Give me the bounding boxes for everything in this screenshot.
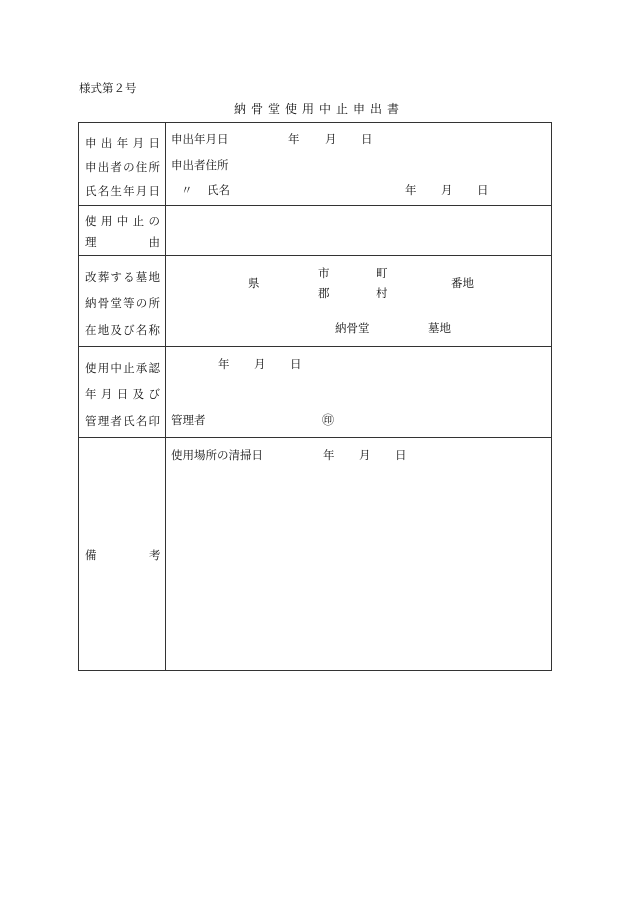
town-field[interactable]: 町: [376, 266, 388, 280]
label-reburial-cemetery: 改葬する墓地: [85, 270, 160, 284]
page-title: 納骨堂使用中止申出書: [233, 102, 404, 116]
applicant-content-cell: [166, 123, 551, 205]
approval-label-cell: [79, 347, 166, 437]
applicant-label-cell: [79, 123, 166, 205]
approval-day-field[interactable]: 日: [290, 357, 302, 371]
city-field[interactable]: 市: [318, 266, 330, 280]
approval-month-field[interactable]: 月: [254, 357, 266, 371]
reason-field[interactable]: [166, 206, 551, 255]
application-year-field[interactable]: 年: [288, 132, 300, 146]
reburial-location-row: [79, 256, 551, 347]
cleaning-day-field[interactable]: 日: [395, 448, 407, 462]
label-applicant-address: 申出者の住所: [85, 160, 160, 174]
label-ossuary-location: 納骨堂等の所: [85, 296, 160, 310]
label-remarks-right: 考: [149, 548, 161, 562]
form-table: [78, 122, 552, 671]
label-approval: 使用中止承認: [85, 361, 160, 375]
applicant-address-field[interactable]: 申出者住所: [171, 158, 229, 172]
applicant-row: [79, 123, 551, 206]
form-number: 様式第２号: [79, 81, 137, 95]
application-month-field[interactable]: 月: [325, 132, 337, 146]
lot-number-field[interactable]: 番地: [451, 276, 474, 290]
remarks-field[interactable]: [166, 438, 551, 670]
label-date-and: 年月日及び: [85, 387, 160, 401]
remarks-label-cell: [79, 438, 166, 670]
reburial-label-cell: [79, 256, 166, 346]
applicant-name-field[interactable]: 氏名: [207, 183, 230, 197]
village-field[interactable]: 村: [376, 286, 388, 300]
birth-year-field[interactable]: 年: [405, 183, 417, 197]
application-day-field[interactable]: 日: [361, 132, 373, 146]
label-name-birthdate: 氏名生年月日: [85, 184, 160, 198]
birth-day-field[interactable]: 日: [477, 183, 489, 197]
prefecture-field[interactable]: 県: [248, 276, 260, 290]
county-field[interactable]: 郡: [318, 286, 330, 300]
application-date-label: 申出年月日: [171, 132, 229, 146]
ossuary-field[interactable]: 納骨堂: [335, 321, 370, 335]
label-remarks-left: 備: [85, 548, 97, 562]
manager-name-field[interactable]: 管理者: [171, 413, 206, 427]
reburial-content-cell: [166, 256, 551, 346]
cleaning-month-field[interactable]: 月: [359, 448, 371, 462]
cleaning-year-field[interactable]: 年: [323, 448, 335, 462]
approval-year-field[interactable]: 年: [218, 357, 230, 371]
approval-content-cell: [166, 347, 551, 437]
approval-row: [79, 347, 551, 438]
label-location-name: 在地及び名称: [85, 323, 160, 337]
cleaning-date-label: 使用場所の清掃日: [171, 448, 263, 462]
cemetery-field[interactable]: 墓地: [428, 321, 451, 335]
seal-mark: ㊞: [322, 413, 335, 427]
remarks-row: [79, 438, 551, 670]
label-manager-seal: 管理者氏名印: [85, 414, 160, 428]
label-application-date: 申出年月日: [85, 136, 160, 150]
label-discontinuation: 使用中止の: [85, 214, 160, 228]
birth-month-field[interactable]: 月: [441, 183, 453, 197]
reason-label-cell: [79, 206, 166, 255]
reason-row: [79, 206, 551, 256]
ditto-mark: 〃: [181, 183, 193, 197]
label-reason: 理由: [85, 235, 160, 249]
